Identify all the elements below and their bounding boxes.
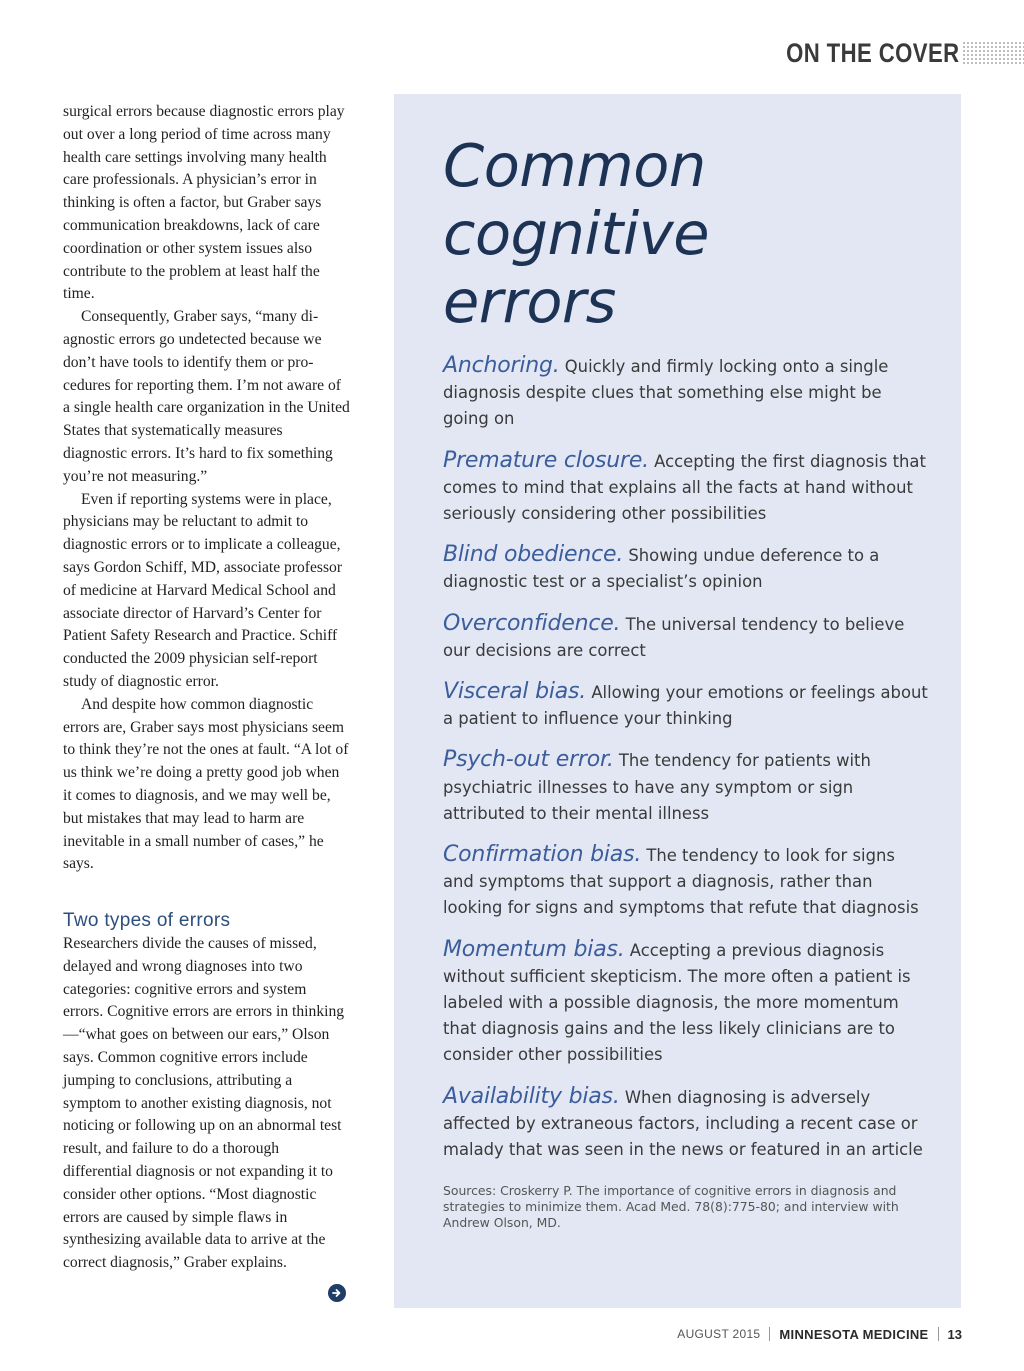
error-term: Momentum bias.	[443, 936, 625, 962]
footer-divider	[938, 1327, 939, 1341]
error-description: Accepting the first diagnosis that comes to mind that explains all the facts at hand without seriously considering other possibilities	[443, 451, 926, 524]
article-paragraph: And despite how common diagnostic errors are, Graber says most physicians seem to think they’re not the ones at fault. “A lot of us think we’re doing a pretty good job when it comes to diagnosis, and we may well be, but mistakes that may lead to harm are inevitable in a small number of cases,” he says.	[63, 695, 349, 873]
error-term: Confirmation bias.	[443, 842, 642, 868]
error-description: Accepting a previous diagnosis without sufficient skepticism. The more often a patient is labeled with a possible diagnosis, the more momentum that diagnosis gains and the less likely clinicians are to consider other possibilities	[443, 940, 911, 1065]
error-item-availability-bias	[443, 1084, 928, 1164]
article-paragraph: Even if reporting systems were in place, physicians may be reluctant to admit to diagnostic errors or to implicate a colleague, says Gordon Schiff, MD, associate professor of medicine at Harvard Medical School and associate director of Harvard’s Center for Patient Safety Research and Practice. Schiff conducted the 2009 physician self-report study of diagnostic error.	[63, 490, 343, 690]
error-item-overconfidence	[443, 611, 928, 664]
arrow-right-circle-icon	[328, 1284, 346, 1302]
sidebar-title-line: cognitive	[443, 199, 710, 268]
cognitive-errors-sidebar	[394, 94, 961, 1308]
error-item-momentum-bias	[443, 937, 928, 1069]
error-description: Quickly and firmly locking onto a single diagnosis despite clues that something else might be going on	[443, 357, 889, 429]
footer-date: AUGUST 2015	[677, 1327, 761, 1341]
error-description: Showing undue deference to a diagnostic test or a specialist’s opinion	[443, 546, 880, 592]
section-header	[748, 38, 1024, 68]
error-term: Psych-out error.	[443, 747, 614, 773]
error-term: Anchoring.	[443, 353, 560, 378]
error-description: Allowing your emotions or feelings about a patient to influence your thinking	[443, 683, 928, 729]
dot-pattern-decoration	[962, 41, 1024, 65]
sidebar-title-line: errors	[443, 267, 616, 336]
error-item-confirmation-bias	[443, 842, 928, 922]
article-paragraph: Researchers divide the causes of missed, delayed and wrong diagnoses into two categories: cognitive errors and system errors. Cognitive errors are errors in thinking—“what goes on between our ears,” Olson says. Common cognitive errors include jumping to conclusions, attributing a symptom to another existing diagnosis, not noticing or following up on an abnormal test result, and failure to do a thorough differential diagnosis or not expanding it to consider other options. “Most diagnostic errors are caused by simple flaws in synthesizing available data to arrive at the correct diagnosis,” Graber explains.	[63, 935, 345, 1272]
error-item-premature-closure	[443, 448, 928, 528]
error-term: Overconfidence.	[443, 610, 621, 636]
error-item-visceral-bias	[443, 679, 928, 732]
error-description: The tendency for patients with psychiatric illnesses to have any symptom or sign attributed to their mental illness	[443, 751, 871, 823]
article-subhead: Two types of errors	[63, 910, 231, 932]
sidebar-title	[443, 132, 928, 336]
error-description: The tendency to look for signs and symptoms that support a diagnosis, rather than looking for signs and symptoms that refute that diagnosis	[443, 846, 919, 918]
page-number: 13	[947, 1326, 962, 1342]
footer-divider	[769, 1327, 770, 1341]
article-body-column	[63, 101, 350, 1275]
error-term: Blind obedience.	[443, 542, 624, 568]
sidebar-title-line: Common	[443, 131, 706, 200]
section-label: ON THE COVER	[786, 37, 960, 68]
error-description: When diagnosing is adversely affected by extraneous factors, including a recent case or malady that was seen in the news or featured in an article	[443, 1087, 923, 1160]
error-item-anchoring	[443, 353, 928, 433]
article-paragraph: surgical errors because diagnostic errors play out over a long period of time across many health care settings involving many health care professionals. A physician’s error in thinking is often a factor, but Graber says communication breakdowns, lack of care coordination or other system issues also contribute to the problem at least half the time.	[63, 103, 345, 303]
error-term: Visceral bias.	[443, 679, 587, 705]
error-item-blind-obedience	[443, 542, 928, 595]
footer-publication: MINNESOTA MEDICINE	[779, 1326, 929, 1342]
error-description: The universal tendency to believe our decisions are correct	[443, 614, 905, 660]
error-item-psych-out-error	[443, 747, 928, 827]
sidebar-sources: Sources: Croskerry P. The importance of cognitive errors in diagnosis and strategies to minimize them. Acad Med. 78(8):775-80; and interview with Andrew Olson, MD.	[443, 1183, 899, 1231]
article-paragraph: Consequently, Graber says, “many diagnostic errors go undetected because we don’t have tools to identify them or procedures for reporting them. I’m not aware of a single health care organization in the United States that systematically measures diagnostic errors. It’s hard to fix something you’re not measuring.”	[63, 308, 350, 485]
page-footer	[677, 1324, 962, 1344]
error-term: Premature closure.	[443, 447, 649, 473]
error-term: Availability bias.	[443, 1083, 620, 1109]
